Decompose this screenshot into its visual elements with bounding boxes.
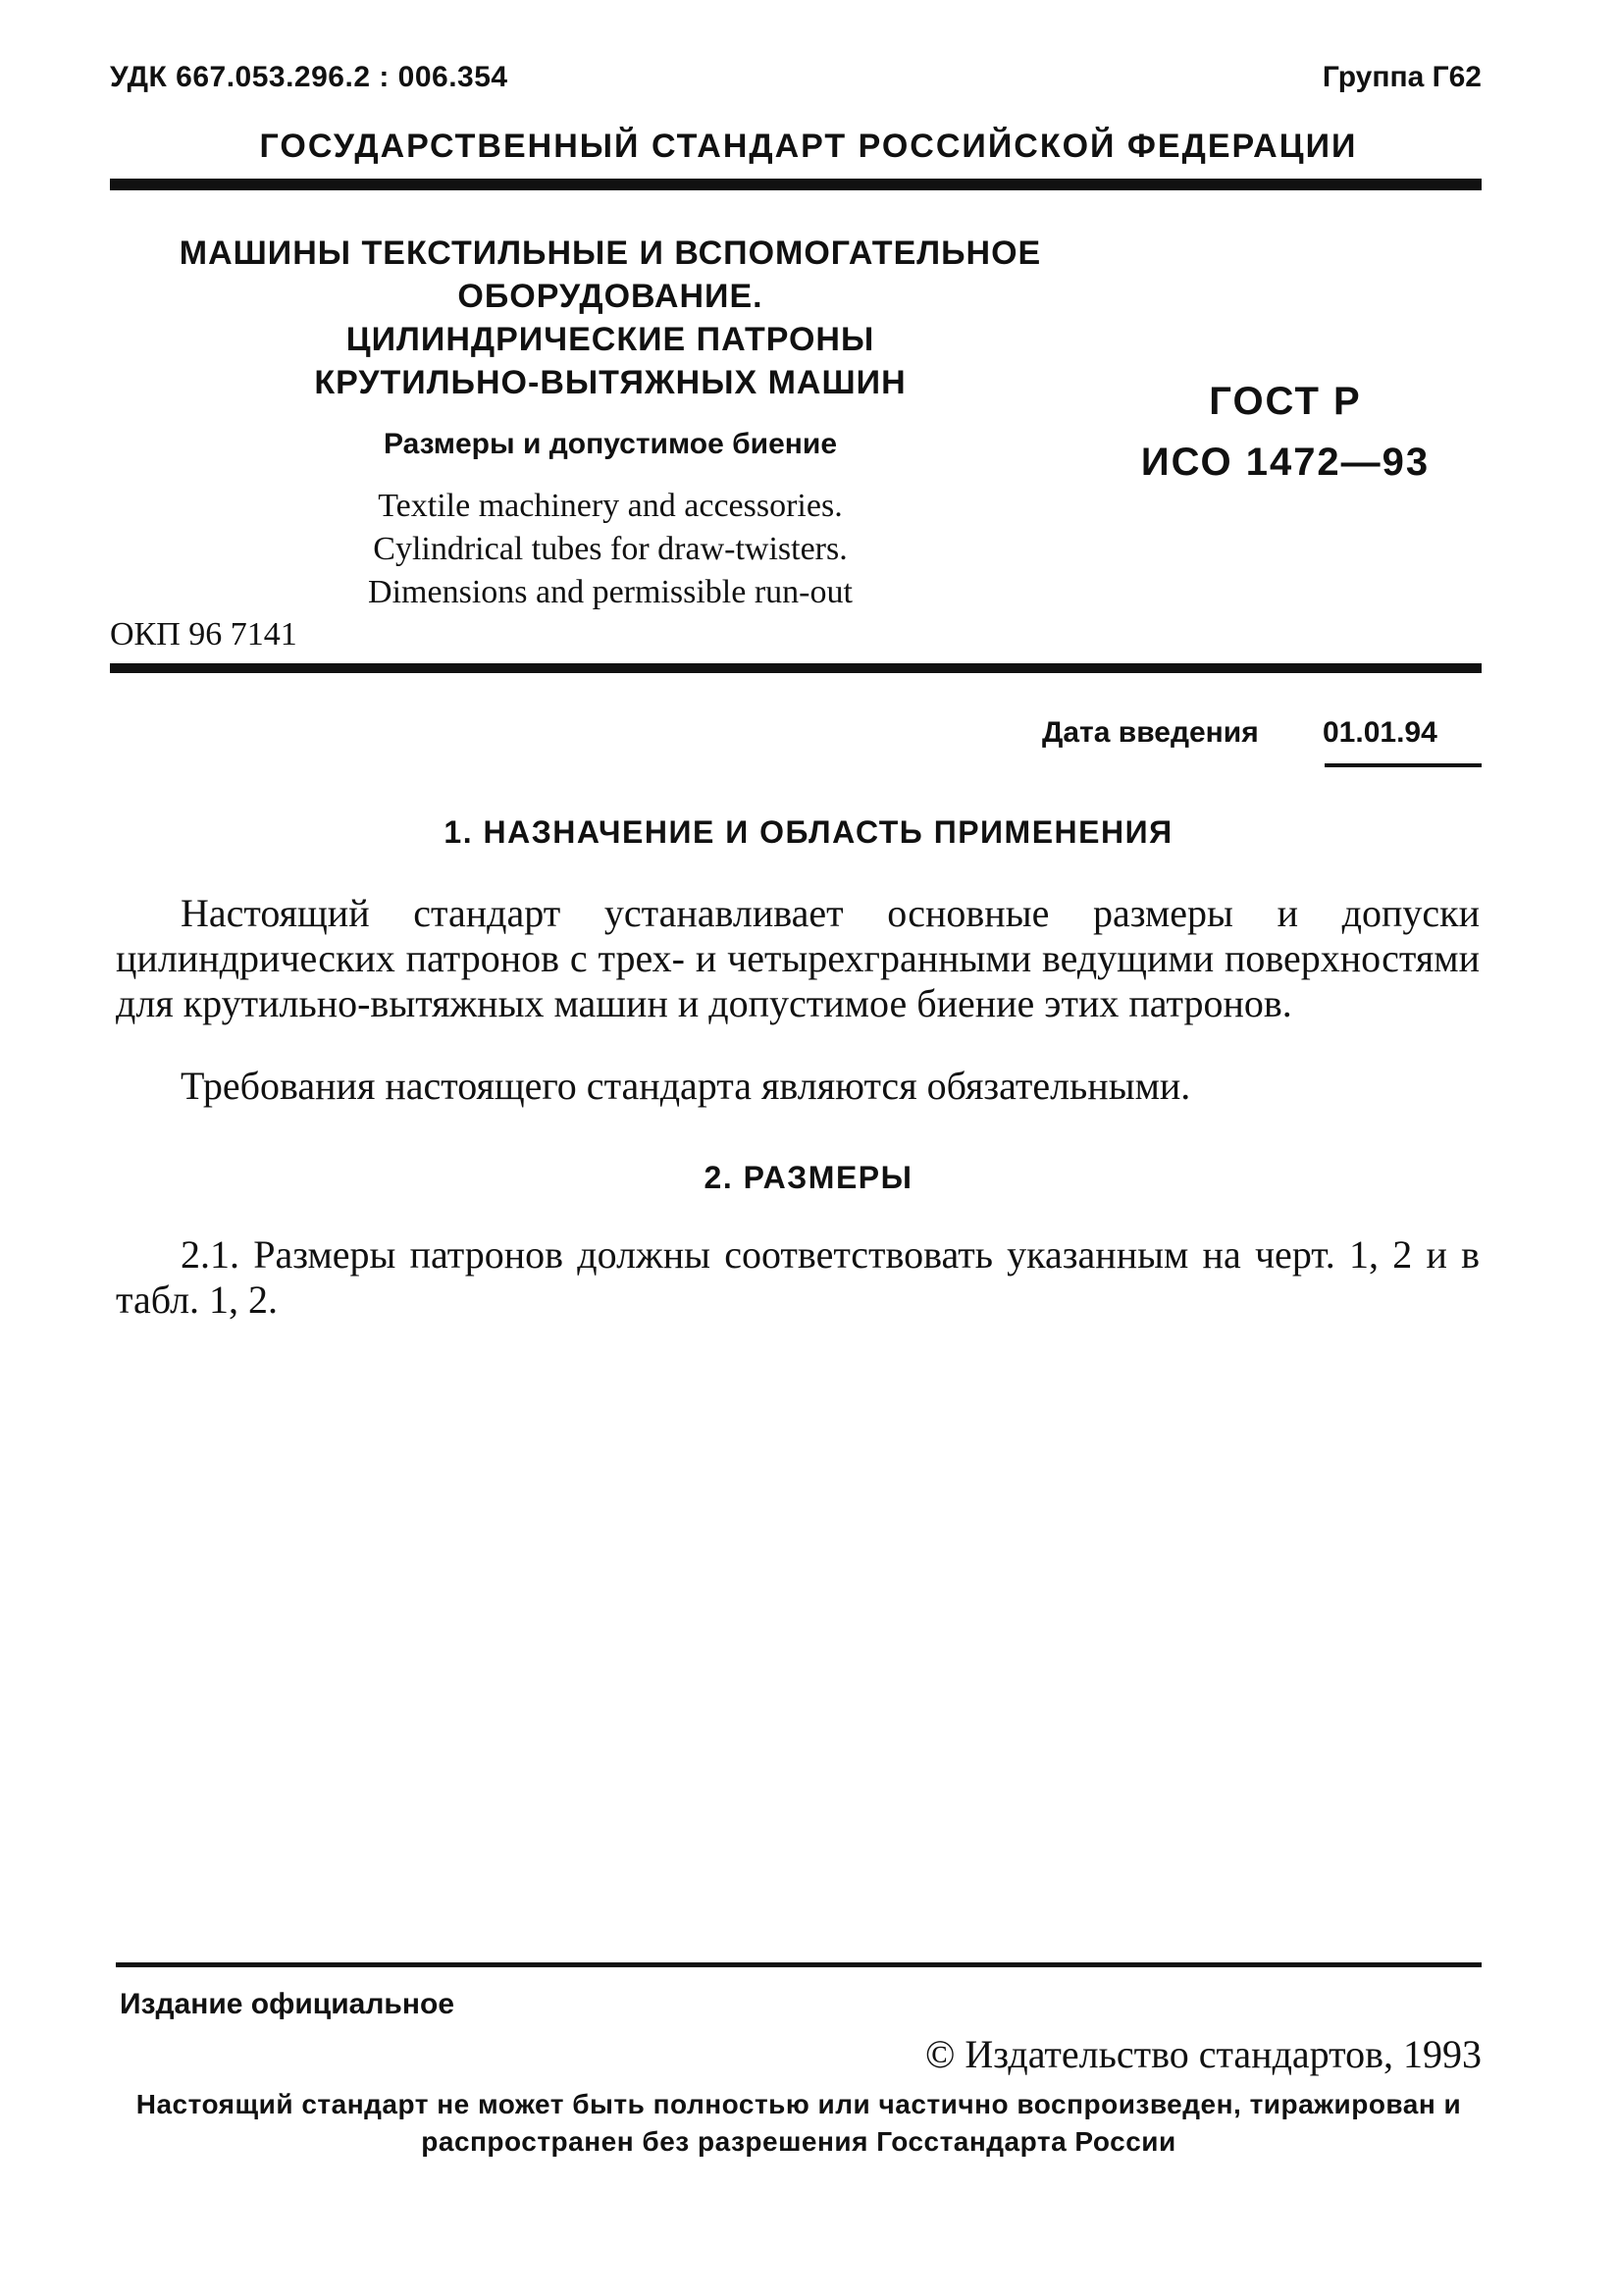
title-line: МАШИНЫ ТЕКСТИЛЬНЫЕ И ВСПОМОГАТЕЛЬНОЕ <box>179 235 1042 272</box>
title-line: ОБОРУДОВАНИЕ. <box>457 278 763 315</box>
designation-line-1: ГОСТ Р <box>1209 380 1362 423</box>
udk-code: УДК 667.053.296.2 : 006.354 <box>110 61 508 93</box>
state-standard-heading: ГОСУДАРСТВЕННЫЙ СТАНДАРТ РОССИЙСКОЙ ФЕДЕРАЦИИ <box>259 128 1358 165</box>
document-title <box>110 232 1111 404</box>
okp-code: ОКП 96 7141 <box>110 616 297 652</box>
title-line: ЦИЛИНДРИЧЕСКИЕ ПАТРОНЫ <box>345 321 875 358</box>
designation-line-2: ИСО 1472—93 <box>1140 441 1431 484</box>
section-2-paragraph-1: 2.1. Размеры патронов должны соответствовать указанным на черт. 1, 2 и в табл. 1, 2. <box>116 1232 1480 1322</box>
section-2-heading: 2. РАЗМЕРЫ <box>704 1160 913 1195</box>
official-edition-label: Издание официальное <box>120 1988 455 2020</box>
standard-designation <box>1119 371 1452 493</box>
middle-divider <box>110 663 1482 673</box>
title-line: КРУТИЛЬНО-ВЫТЯЖНЫХ МАШИН <box>314 364 907 401</box>
english-title-line: Textile machinery and accessories. <box>378 488 843 524</box>
copyright-notice: © Издательство стандартов, 1993 <box>924 2032 1482 2076</box>
section-1-paragraph-1: Настоящий стандарт устанавливает основные размеры и допуски цилиндрических патронов с трех- и четырехгранными ведущими поверхностями для крутильно-вытяжных машин и допустимое биение этих патронов. <box>116 891 1480 1025</box>
top-divider <box>110 179 1482 190</box>
english-title <box>110 485 1111 614</box>
intro-date-label: Дата введения <box>1042 716 1259 749</box>
english-title-line: Cylindrical tubes for draw-twisters. <box>373 531 848 567</box>
reproduction-notice: Настоящий стандарт не может быть полностью или частично воспроизведен, тиражирован и распространен без разрешения Госстандарта России <box>135 2089 1462 2157</box>
intro-date-value: 01.01.94 <box>1323 716 1437 749</box>
intro-date-underline <box>1325 763 1482 767</box>
section-1-heading: 1. НАЗНАЧЕНИЕ И ОБЛАСТЬ ПРИМЕНЕНИЯ <box>443 814 1174 850</box>
group-code: Группа Г62 <box>1322 61 1482 93</box>
section-1-paragraph-2: Требования настоящего стандарта являются обязательными. <box>181 1064 1191 1108</box>
footer-divider <box>116 1962 1482 1967</box>
document-subtitle: Размеры и допустимое биение <box>383 428 838 460</box>
english-title-line: Dimensions and permissible run-out <box>368 574 853 610</box>
